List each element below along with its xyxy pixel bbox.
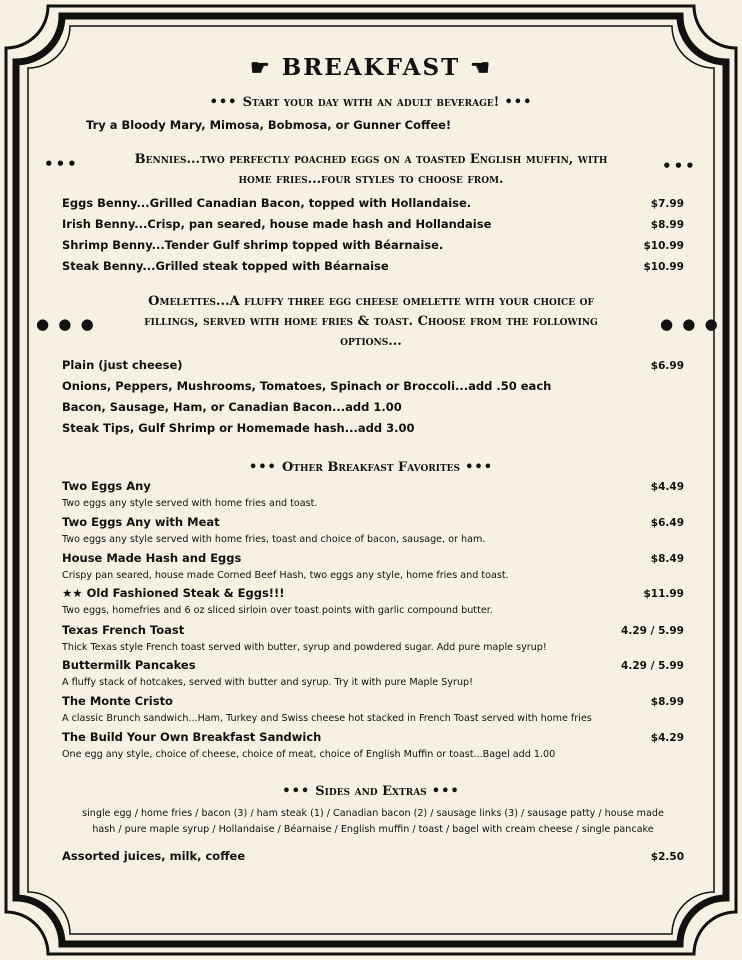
menu-item: The Monte Cristo $8.99 bbox=[62, 694, 684, 708]
menu-item: The Build Your Own Breakfast Sandwich $4.29 bbox=[62, 730, 684, 744]
item-description: One egg any style, choice of cheese, choice of meat, choice of English Muffin or toast...Bagel add 1.00 bbox=[62, 749, 556, 760]
menu-item: Buttermilk Pancakes 4.29 / 5.99 bbox=[62, 658, 684, 672]
item-description: Two eggs any style served with home fries, toast and choice of bacon, sausage, or ham. bbox=[62, 534, 486, 545]
menu-item: Steak Benny...Grilled steak topped with Béarnaise $10.99 bbox=[62, 259, 684, 273]
favorites-heading-row: ••• Other Breakfast Favorites ••• bbox=[248, 460, 494, 475]
menu-item: Assorted juices, milk, coffee $2.50 bbox=[62, 849, 684, 863]
item-description: A fluffy stack of hotcakes, served with butter and syrup. Try it with pure Maple Syrup! bbox=[62, 677, 473, 688]
dots-decoration: ••• bbox=[209, 95, 238, 110]
dots-right: ••• bbox=[662, 157, 697, 175]
item-description: A classic Brunch sandwich...Ham, Turkey and Swiss cheese hot stacked in French Toast served with home fries bbox=[62, 713, 592, 724]
beverage-text: Try a Bloody Mary, Mimosa, Bobmosa, or Gunner Coffee! bbox=[86, 118, 452, 132]
item-description: Thick Texas style French toast served with butter, syrup and powdered sugar. Add pure maple syrup! bbox=[62, 642, 547, 653]
menu-item: Two Eggs Any with Meat $6.49 bbox=[62, 515, 684, 529]
menu-item: ★★ Old Fashioned Steak & Eggs!!! $11.99 bbox=[62, 586, 684, 600]
dots-right: ● ● ● bbox=[660, 315, 720, 333]
sides-list: single egg / home fries / bacon (3) / ham steak (1) / Canadian bacon (2) / sausage links (3) / sausage patty / house made hash / pure maple syrup / Hollandaise / Béarnaise / English muffin / toast / bagel with cream cheese / single pancake bbox=[82, 808, 664, 835]
menu-title-row bbox=[0, 54, 742, 81]
favorites-heading: Other Breakfast Favorites bbox=[281, 460, 461, 475]
sides-heading: Sides and Extras bbox=[315, 784, 427, 799]
item-description: Crispy pan seared, house made Corned Beef Hash, two eggs any style, home fries and toast. bbox=[62, 570, 509, 581]
menu-item: House Made Hash and Eggs $8.49 bbox=[62, 551, 684, 565]
menu-item: Texas French Toast 4.29 / 5.99 bbox=[62, 623, 684, 637]
pointing-hand-left-icon: ☚ bbox=[470, 55, 492, 81]
beverage-heading-row bbox=[30, 91, 712, 110]
menu-item: Irish Benny...Crisp, pan seared, house made hash and Hollandaise $8.99 bbox=[62, 217, 684, 231]
item-description: Two eggs, homefries and 6 oz sliced sirloin over toast points with garlic compound butter. bbox=[62, 605, 493, 616]
omelettes-heading: Omelettes...A fluffy three egg cheese omelette with your choice of fillings, served with home fries & toast. Choose from the following options... bbox=[144, 294, 598, 349]
menu-item: Shrimp Benny...Tender Gulf shrimp topped with Béarnaise. $10.99 bbox=[62, 238, 684, 252]
menu-item: Plain (just cheese) $6.99 bbox=[62, 358, 684, 372]
bennies-heading: Bennies...two perfectly poached eggs on a toasted English muffin, with home fries...four styles to choose from. bbox=[134, 152, 608, 187]
item-description: Two eggs any style served with home fries and toast. bbox=[62, 498, 318, 509]
menu-title: BREAKFAST bbox=[281, 54, 461, 81]
menu-item: Bacon, Sausage, Ham, or Canadian Bacon...add 1.00 bbox=[62, 400, 402, 414]
menu-item: Eggs Benny...Grilled Canadian Bacon, topped with Hollandaise. $7.99 bbox=[62, 196, 684, 210]
dots-left: ••• bbox=[44, 155, 79, 173]
menu-item: Onions, Peppers, Mushrooms, Tomatoes, Spinach or Broccoli...add .50 each bbox=[62, 379, 552, 393]
dots-left: ● ● ● bbox=[36, 315, 96, 333]
pointing-hand-right-icon: ☛ bbox=[250, 55, 272, 81]
beverage-heading: Start your day with an adult beverage! bbox=[242, 95, 500, 110]
menu-item: Two Eggs Any $4.49 bbox=[62, 479, 684, 493]
sides-heading-row: ••• Sides and Extras ••• bbox=[282, 784, 460, 799]
menu-item: Steak Tips, Gulf Shrimp or Homemade hash...add 3.00 bbox=[62, 421, 415, 435]
dots-decoration: ••• bbox=[504, 95, 533, 110]
